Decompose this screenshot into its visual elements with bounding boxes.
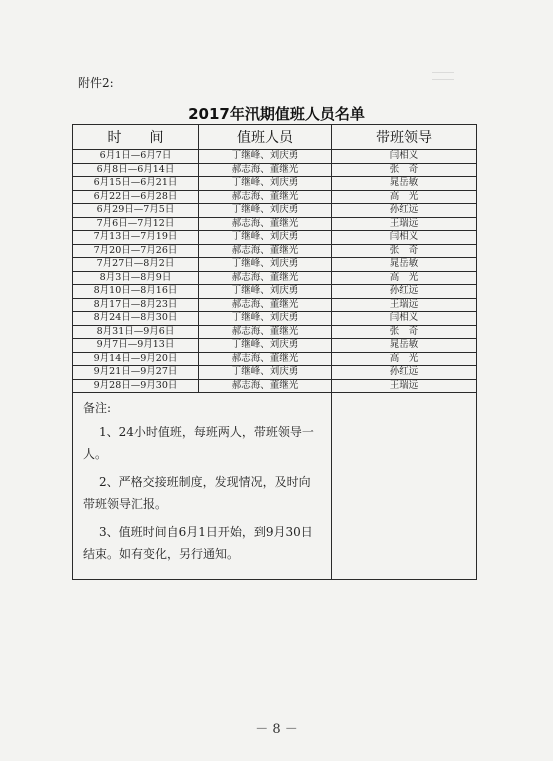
cell-time: 8月10日—8月16日 [73, 285, 199, 299]
cell-time: 9月7日—9月13日 [73, 339, 199, 353]
table-row [73, 190, 477, 204]
cell-time: 7月27日—8月2日 [73, 258, 199, 272]
cell-time: 6月1日—6月7日 [73, 150, 199, 164]
cell-time: 9月14日—9月20日 [73, 352, 199, 366]
cell-leader: 闫相义 [332, 150, 477, 164]
cell-leader: 王瑞远 [332, 298, 477, 312]
cell-staff: 丁继峰、刘庆勇 [199, 150, 332, 164]
header-leader: 带班领导 [332, 125, 477, 150]
cell-leader: 孙红远 [332, 204, 477, 218]
cell-staff: 郝志海、董继光 [199, 352, 332, 366]
notes-item: 3、值班时间自6月1日开始，到9月30日结束。如有变化，另行通知。 [83, 525, 313, 561]
table-row [73, 244, 477, 258]
cell-leader: 王瑞远 [332, 217, 477, 231]
cell-staff: 郝志海、董继光 [199, 190, 332, 204]
cell-leader: 王瑞远 [332, 379, 477, 393]
cell-leader: 孙红远 [332, 285, 477, 299]
notes-cell [73, 393, 332, 580]
cell-leader: 晁岳敏 [332, 339, 477, 353]
cell-staff: 丁继峰、刘庆勇 [199, 312, 332, 326]
table-row [73, 339, 477, 353]
cell-leader: 晁岳敏 [332, 258, 477, 272]
table-row [73, 217, 477, 231]
table-row [73, 150, 477, 164]
table-row [73, 312, 477, 326]
table-body [73, 150, 477, 393]
cell-staff: 郝志海、董继光 [199, 163, 332, 177]
cell-staff: 丁继峰、刘庆勇 [199, 366, 332, 380]
cell-leader: 张 奇 [332, 325, 477, 339]
cell-staff: 丁继峰、刘庆勇 [199, 258, 332, 272]
cell-time: 9月28日—9月30日 [73, 379, 199, 393]
cell-time: 6月8日—6月14日 [73, 163, 199, 177]
header-staff: 值班人员 [199, 125, 332, 150]
table-row [73, 204, 477, 218]
table-row [73, 298, 477, 312]
cell-leader: 晁岳敏 [332, 177, 477, 191]
cell-leader: 高 光 [332, 190, 477, 204]
header-time: 时 间 [73, 125, 199, 150]
table-row [73, 231, 477, 245]
cell-leader: 张 奇 [332, 163, 477, 177]
cell-staff: 郝志海、董继光 [199, 298, 332, 312]
attachment-label: 附件2: [78, 76, 114, 90]
cell-time: 6月15日—6月21日 [73, 177, 199, 191]
notes-item: 2、严格交接班制度，发现情况，及时向带班领导汇报。 [83, 475, 311, 511]
cell-staff: 丁继峰、刘庆勇 [199, 339, 332, 353]
cell-staff: 郝志海、董继光 [199, 379, 332, 393]
cell-staff: 郝志海、董继光 [199, 271, 332, 285]
page-number: － 8 － [255, 722, 298, 737]
cell-staff: 丁继峰、刘庆勇 [199, 204, 332, 218]
cell-time: 7月20日—7月26日 [73, 244, 199, 258]
table-row [73, 163, 477, 177]
table-row [73, 177, 477, 191]
cell-leader: 闫相义 [332, 231, 477, 245]
notes-empty-cell [332, 393, 477, 580]
duty-roster-table [72, 124, 477, 580]
notes-item: 1、24小时值班，每班两人，带班领导一人。 [83, 425, 314, 461]
cell-time: 6月29日—7月5日 [73, 204, 199, 218]
cell-leader: 高 光 [332, 352, 477, 366]
cell-leader: 闫相义 [332, 312, 477, 326]
table-row [73, 325, 477, 339]
cell-leader: 张 奇 [332, 244, 477, 258]
cell-staff: 丁继峰、刘庆勇 [199, 285, 332, 299]
table-row [73, 366, 477, 380]
cell-staff: 郝志海、董继光 [199, 217, 332, 231]
cell-time: 8月24日—8月30日 [73, 312, 199, 326]
table-row [73, 258, 477, 272]
cell-time: 6月22日—6月28日 [73, 190, 199, 204]
notes-block [73, 393, 331, 565]
cell-staff: 郝志海、董继光 [199, 244, 332, 258]
faint-stamp-mark [432, 72, 454, 80]
cell-staff: 郝志海、董继光 [199, 325, 332, 339]
table-row [73, 271, 477, 285]
table-row [73, 285, 477, 299]
cell-staff: 丁继峰、刘庆勇 [199, 231, 332, 245]
cell-time: 8月3日—8月9日 [73, 271, 199, 285]
cell-leader: 高 光 [332, 271, 477, 285]
notes-row [73, 393, 477, 580]
cell-time: 7月13日—7月19日 [73, 231, 199, 245]
document-title: 2017年汛期值班人员名单 [188, 105, 365, 123]
cell-time: 9月21日—9月27日 [73, 366, 199, 380]
table-row [73, 352, 477, 366]
notes-label: 备注: [83, 401, 112, 415]
table-row [73, 379, 477, 393]
cell-time: 7月6日—7月12日 [73, 217, 199, 231]
cell-time: 8月17日—8月23日 [73, 298, 199, 312]
cell-time: 8月31日—9月6日 [73, 325, 199, 339]
table-header-row [73, 125, 477, 150]
cell-staff: 丁继峰、刘庆勇 [199, 177, 332, 191]
cell-leader: 孙红远 [332, 366, 477, 380]
